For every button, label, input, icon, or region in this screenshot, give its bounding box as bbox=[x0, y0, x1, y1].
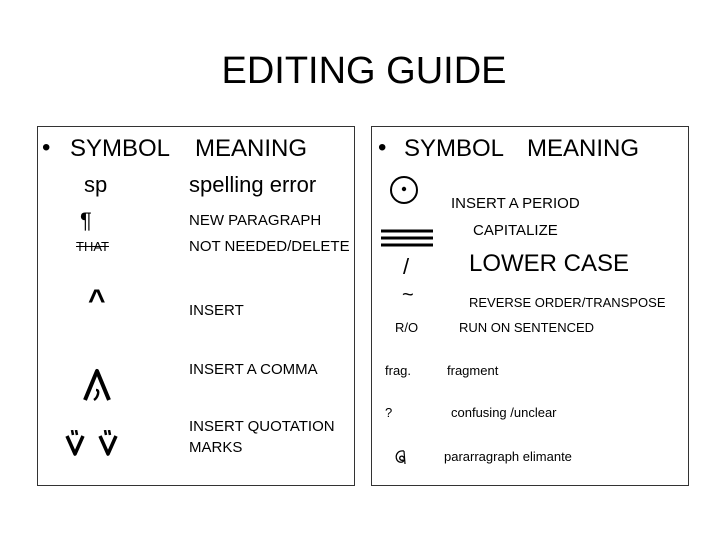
lowercase-symbol: / bbox=[403, 254, 410, 279]
fragment-meaning: fragment bbox=[447, 363, 499, 378]
delete-symbol: THAT bbox=[76, 239, 109, 254]
right-header-meaning: MEANING bbox=[527, 135, 640, 162]
left-header-meaning: MEANING bbox=[195, 135, 308, 162]
insert-meaning: INSERT bbox=[189, 302, 244, 319]
paragraph-delete-meaning: pararragraph elimante bbox=[444, 449, 572, 464]
quotation-meaning-line1: INSERT QUOTATION bbox=[189, 418, 335, 435]
transpose-meaning: REVERSE ORDER/TRANSPOSE bbox=[469, 295, 666, 310]
fragment-symbol: frag. bbox=[385, 363, 412, 378]
capitalize-underline-icon bbox=[380, 228, 434, 248]
insert-comma-meaning: INSERT A COMMA bbox=[189, 361, 318, 378]
insert-quotation-icon bbox=[64, 430, 126, 456]
spelling-meaning: spelling error bbox=[189, 172, 317, 197]
left-bullet: • bbox=[42, 134, 51, 161]
right-bullet: • bbox=[378, 134, 387, 161]
left-header-symbol: SYMBOL bbox=[70, 135, 171, 162]
period-meaning: INSERT A PERIOD bbox=[451, 195, 580, 212]
paragraph-symbol: ¶ bbox=[80, 208, 92, 233]
paragraph-meaning: NEW PARAGRAPH bbox=[189, 212, 322, 229]
confusing-meaning: confusing /unclear bbox=[451, 405, 557, 420]
quotation-meaning-line2: MARKS bbox=[189, 439, 243, 456]
paragraph-delete-icon bbox=[394, 449, 408, 465]
right-header-symbol: SYMBOL bbox=[404, 135, 505, 162]
capitalize-meaning: CAPITALIZE bbox=[473, 222, 558, 239]
period-circle-icon bbox=[389, 175, 419, 205]
insert-symbol: ^ bbox=[88, 284, 106, 317]
spelling-symbol: sp bbox=[84, 172, 108, 197]
insert-comma-icon bbox=[82, 368, 112, 402]
transpose-symbol: ~ bbox=[402, 284, 414, 306]
runon-meaning: RUN ON SENTENCED bbox=[459, 320, 595, 335]
lowercase-meaning: LOWER CASE bbox=[469, 250, 630, 277]
page-title: EDITING GUIDE bbox=[221, 50, 507, 92]
confusing-symbol: ? bbox=[385, 405, 393, 420]
runon-symbol: R/O bbox=[395, 320, 419, 335]
delete-meaning: NOT NEEDED/DELETE bbox=[189, 238, 350, 255]
